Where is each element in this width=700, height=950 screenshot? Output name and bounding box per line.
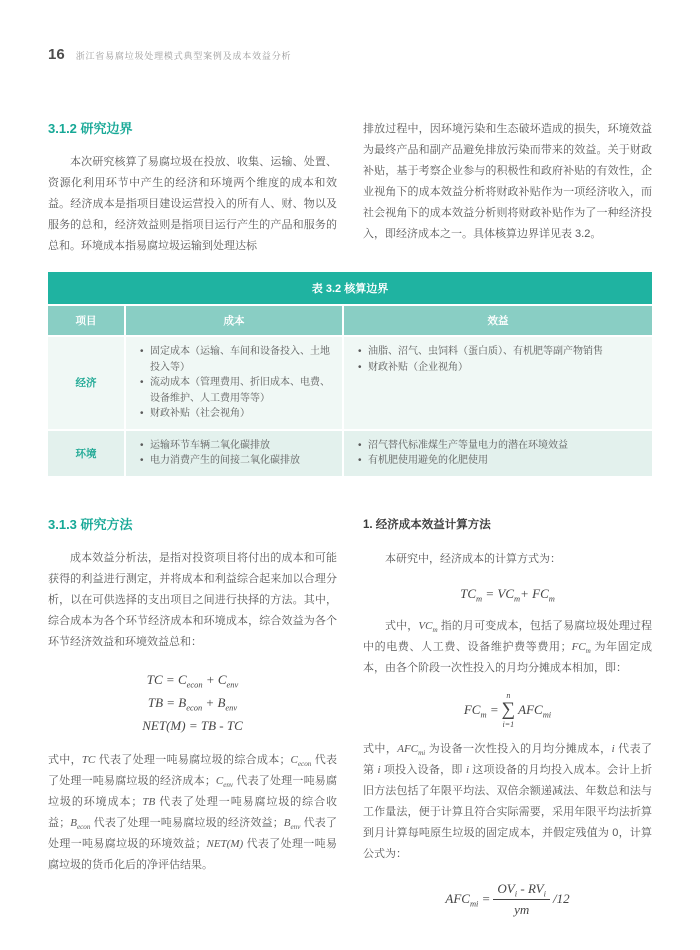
equation-tb: TB = $B_{econ} + B_{env}$ bbox=[147, 694, 238, 713]
sum-operator bbox=[502, 691, 516, 729]
equation-block-tc-tb-net bbox=[48, 668, 337, 737]
table-cell-economic-costs bbox=[126, 337, 342, 429]
table-bullet-item: • 电力消费产生的间接二氧化碳排放 bbox=[140, 453, 330, 469]
fraction-numerator: $OV_i - RV_i$ bbox=[493, 881, 550, 900]
paragraph-variable-definitions: 式中，TC 代表了处理一吨易腐垃圾的综合成本；$C_{econ}$ 代表了处理一吨易腐垃圾的经济成本；$C_{env}$ 代表了处理一吨易腐垃圾的环境成本；TB 代表了处理一吨易腐垃圾的综合收益；$B_{econ}$ 代表了处理一吨易腐垃圾的经济效益；$B_{env}$ 代表了处理一吨易腐垃圾的环境效益；NET(M) 代表了处理一吨易腐垃圾的货币化后的净评估结果。 bbox=[48, 753, 338, 871]
paragraph-afc-depreciation: 式中，$AFC_{mi}$ 为设备一次性投入的月均分摊成本，i 代表了第 i 项投入设备，即 i 这项设备的月均投入成本。会计上折旧方法包括了年限平均法、双倍余额递减法、年数总和法与工作量法，便于计算且符合实际需要，采用年限平均法折算到月计算每吨原生垃圾的固定成本，并假定残值为 0，计算公式为： bbox=[363, 742, 653, 860]
section-3-1-2 bbox=[48, 112, 652, 257]
table-row-economic-label: 经济 bbox=[48, 337, 124, 429]
page-number: 16 bbox=[48, 46, 65, 63]
table-bullet-item: • 沼气替代标准煤生产等量电力的潜在环境效益 bbox=[358, 438, 640, 454]
paragraph-research-boundary-right: 排放过程中，因环境污染和生态破坏造成的损失，环境效益为最终产品和副产品避免排放污染而带来的效益。关于财政补贴，基于考察企业参与的积极性和政府补贴的有效性，企业视角下的成本效益分析将财政补贴作为一项经济收入，而社会视角下的成本效益分析则将财政补贴作为了一种经济投入，即经济成本之一。具体核算边界详见表 3.2。 bbox=[363, 123, 652, 240]
sigma-icon: ∑ bbox=[501, 698, 516, 720]
table-bullet-item: • 财政补贴（企业视角） bbox=[358, 360, 640, 376]
table-title: 表 3.2 核算边界 bbox=[48, 272, 652, 304]
table-3-2 bbox=[48, 272, 652, 476]
fraction bbox=[493, 881, 550, 918]
table-row-environment-label: 环境 bbox=[48, 431, 124, 476]
equation-fcm-sum bbox=[363, 691, 652, 729]
table-bullet-item: • 流动成本（管理费用、折旧成本、电费、设备维护、人工费用等等） bbox=[140, 375, 330, 406]
table-bullet-item: • 固定成本（运输、车间和设备投入、土地投入等） bbox=[140, 344, 330, 375]
table-bullet-item: • 有机肥使用避免的化肥使用 bbox=[358, 453, 640, 469]
sum-upper-limit: n bbox=[506, 690, 511, 700]
table-cell-environment-benefits bbox=[344, 431, 652, 476]
table-header-cost: 成本 bbox=[126, 306, 342, 335]
paragraph-vcm-fcm: 式中，$VC_m$ 指的月可变成本，包括了易腐垃圾处理过程中的电费、人工费、设备维护费等费用；$FC_m$ 为年固定成本，由各个阶段一次性投入的月均分摊成本相加，即： bbox=[363, 619, 652, 674]
sum-lower-limit: i=1 bbox=[502, 719, 515, 729]
table-bullet-item: • 运输环节车辆二氧化碳排放 bbox=[140, 438, 330, 454]
page-header bbox=[48, 46, 291, 63]
column-left bbox=[48, 112, 337, 257]
equation-net: NET(M) = TB - TC bbox=[142, 717, 243, 733]
table-cell-economic-benefits bbox=[344, 337, 652, 429]
paragraph-economic-cost-intro: 本研究中，经济成本的计算方式为： bbox=[385, 552, 561, 565]
fraction-denominator: ym bbox=[514, 901, 530, 917]
table-grid bbox=[48, 306, 652, 476]
section-heading-3-1-3: 3.1.3 研究方法 bbox=[48, 516, 133, 532]
column-right-methods bbox=[363, 508, 652, 928]
section-heading-3-1-2: 3.1.2 研究边界 bbox=[48, 121, 133, 136]
equation-fcm-lhs: $FC_m$ = bbox=[463, 701, 499, 720]
paragraph-research-boundary-left: 本次研究核算了易腐垃圾在投放、收集、运输、处置、资源化利用环节中产生的经济和环境两个维度的成本和效益。经济成本是指项目建设运营投入的所有人、财、物以及服务的总和，经济效益则是指项目运行产生的产品和服务的总和。环境成本指易腐垃圾运输到处理达标 bbox=[48, 156, 337, 252]
subsection-heading-economic-method: 1. 经济成本效益计算方法 bbox=[363, 518, 491, 531]
equation-afcmi-fraction bbox=[363, 881, 652, 918]
equation-afcmi-lhs: $AFC_{mi}$ = bbox=[445, 891, 491, 909]
column-right bbox=[363, 112, 652, 257]
equation-fcm-rhs: $AFC_{mi}$ bbox=[518, 701, 552, 720]
equation-tcm: $TC_m = VC_m+ FC_m$ bbox=[460, 585, 555, 604]
table-cell-environment-costs bbox=[126, 431, 342, 476]
table-header-item: 项目 bbox=[48, 306, 124, 335]
page-content bbox=[48, 112, 652, 928]
equation-afcmi-tail: /12 bbox=[552, 891, 570, 906]
column-left-methods bbox=[48, 508, 337, 928]
table-bullet-item: • 财政补贴（社会视角） bbox=[140, 406, 330, 422]
running-title: 浙江省易腐垃圾处理模式典型案例及成本效益分析 bbox=[75, 51, 292, 61]
table-header-benefit: 效益 bbox=[344, 306, 652, 335]
paragraph-cba-method: 成本效益分析法，是指对投资项目将付出的成本和可能获得的利益进行测定，并将成本和利益综合起来加以合理分析，以在可供选择的支出项目之间进行抉择的方法。其中，综合成本为各个环节经济成本和环境成本，综合效益为各个环节经济效益和环境效益总和： bbox=[48, 551, 337, 648]
section-3-1-3 bbox=[48, 508, 652, 928]
table-bullet-item: • 油脂、沼气、虫饲料（蛋白质）、有机肥等副产物销售 bbox=[358, 344, 640, 360]
equation-tc: TC = $C_{econ} + C_{env}$ bbox=[146, 671, 239, 690]
